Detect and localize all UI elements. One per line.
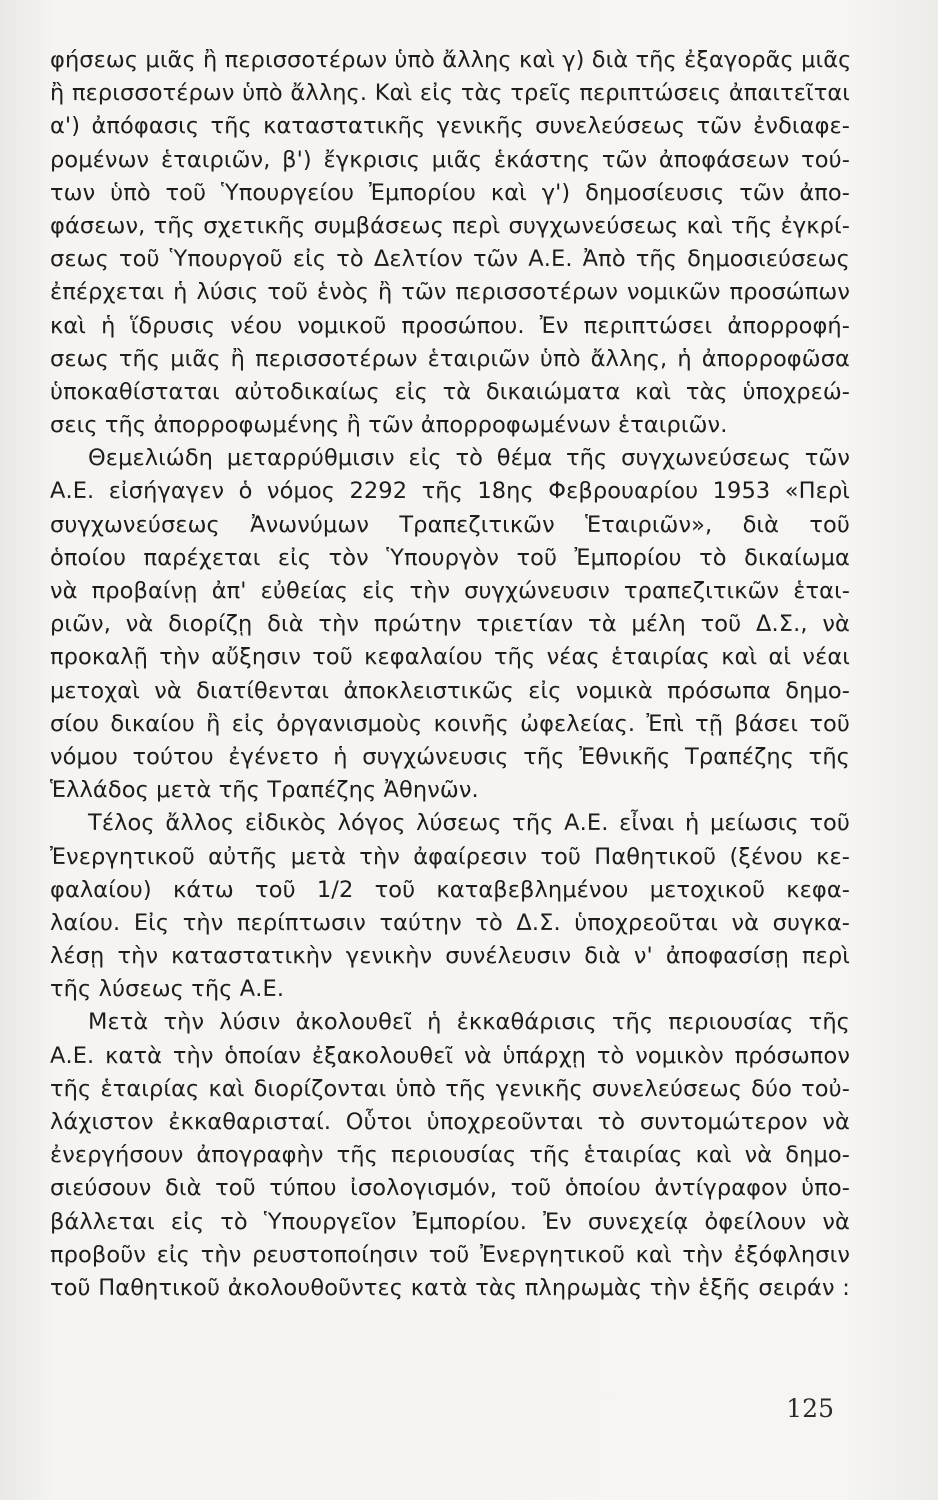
- text-line: ρομένων ἑταιριῶν, β') ἔγκρισις μιᾶς ἑκάστης τῶν ἀποφάσεων τού-: [50, 146, 850, 173]
- text-line: ἐνεργήσουν ἀπογραφὴν τῆς περιουσίας τῆς ἑταιρίας καὶ νὰ δημο-: [50, 1142, 850, 1169]
- text-line: βάλλεται εἰς τὸ Ὑπουργεῖον Ἐμπορίου. Ἐν συνεχείᾳ ὀφείλουν νὰ: [50, 1208, 850, 1235]
- text-line: ὑποκαθίσταται αὐτοδικαίως εἰς τὰ δικαιώματα καὶ τὰς ὑποχρεώ-: [50, 378, 850, 405]
- text-line: Μετὰ τὴν λύσιν ἀκολουθεῖ ἡ ἐκκαθάρισις τῆς περιουσίας τῆς: [88, 1009, 850, 1036]
- text-line: σεως τοῦ Ὑπουργοῦ εἰς τὸ Δελτίον τῶν Α.Ε. Ἀπὸ τῆς δημοσιεύσεως: [50, 246, 850, 273]
- text-line: ἢ περισσοτέρων ὑπὸ ἄλλης. Καὶ εἰς τὰς τρεῖς περιπτώσεις ἀπαιτεῖται: [50, 80, 850, 107]
- text-line: Α.Ε. κατὰ τὴν ὁποίαν ἐξακολουθεῖ νὰ ὑπάρχῃ τὸ νομικὸν πρόσωπον: [50, 1042, 850, 1069]
- text-line: φήσεως μιᾶς ἢ περισσοτέρων ὑπὸ ἄλλης καὶ γ) διὰ τῆς ἐξαγορᾶς μιᾶς: [50, 47, 852, 73]
- text-line: τῆς λύσεως τῆς Α.Ε.: [50, 976, 285, 1003]
- text-line: Ἐνεργητικοῦ αὐτῆς μετὰ τὴν ἀφαίρεσιν τοῦ Παθητικοῦ (ξένου κε-: [50, 843, 850, 870]
- text-line: σίου δικαίου ἢ εἰς ὀργανισμοὺς κοινῆς ὠφελείας. Ἐπὶ τῇ βάσει τοῦ: [50, 710, 850, 737]
- page-number: 125: [786, 1394, 834, 1423]
- text-line: συγχωνεύσεως Ἀνωνύμων Τραπεζιτικῶν Ἑταιριῶν», διὰ τοῦ: [50, 511, 850, 538]
- text-line: ριῶν, νὰ διορίζῃ διὰ τὴν πρώτην τριετίαν τὰ μέλη τοῦ Δ.Σ., νὰ: [50, 611, 850, 638]
- text-line: Α.Ε. εἰσήγαγεν ὁ νόμος 2292 τῆς 18ης Φεβρουαρίου 1953 «Περὶ: [50, 478, 850, 505]
- text-line: ἐπέρχεται ἡ λύσις τοῦ ἑνὸς ἢ τῶν περισσοτέρων νομικῶν προσώπων: [50, 279, 850, 306]
- text-line: ὁποίου παρέχεται εἰς τὸν Ὑπουργὸν τοῦ Ἐμπορίου τὸ δικαίωμα: [50, 544, 850, 571]
- text-line: λαίου. Εἰς τὴν περίπτωσιν ταύτην τὸ Δ.Σ. ὑποχρεοῦται νὰ συγκα-: [50, 909, 850, 936]
- text-line: καὶ ἡ ἵδρυσις νέου νομικοῦ προσώπου. Ἐν περιπτώσει ἀπορροφή-: [50, 312, 850, 339]
- text-line: τῆς ἑταιρίας καὶ διορίζονται ὑπὸ τῆς γενικῆς συνελεύσεως δύο τοὐ-: [50, 1075, 850, 1102]
- text-line: Τέλος ἄλλος εἰδικὸς λόγος λύσεως τῆς Α.Ε. εἶναι ἡ μείωσις τοῦ: [88, 810, 850, 837]
- text-line: σιεύσουν διὰ τοῦ τύπου ἰσολογισμόν, τοῦ ὁποίου ἀντίγραφον ὑπο-: [50, 1175, 850, 1202]
- text-line: λάχιστον ἐκκαθαρισταί. Οὗτοι ὑποχρεοῦνται τὸ συντομώτερον νὰ: [50, 1109, 850, 1135]
- text-line: α') ἀπόφασις τῆς καταστατικῆς γενικῆς συνελεύσεως τῶν ἐνδιαφε-: [50, 113, 850, 140]
- text-line: Ἑλλάδος μετὰ τῆς Τραπέζης Ἀθηνῶν.: [50, 777, 479, 804]
- text-line: μετοχαὶ νὰ διατίθενται ἀποκλειστικῶς εἰς νομικὰ πρόσωπα δημο-: [50, 677, 850, 704]
- text-line: λέσῃ τὴν καταστατικὴν γενικὴν συνέλευσιν διὰ ν' ἀποφασίσῃ περὶ: [50, 943, 850, 970]
- text-line: προκαλῇ τὴν αὔξησιν τοῦ κεφαλαίου τῆς νέας ἑταιρίας καὶ αἱ νέαι: [50, 644, 850, 671]
- text-line: φαλαίου) κάτω τοῦ 1/2 τοῦ καταβεβλημένου μετοχικοῦ κεφα-: [50, 876, 850, 903]
- text-line: φάσεων, τῆς σχετικῆς συμβάσεως περὶ συγχωνεύσεως καὶ τῆς ἐγκρί-: [50, 212, 850, 239]
- text-line: νὰ προβαίνῃ ἀπ' εὐθείας εἰς τὴν συγχώνευσιν τραπεζιτικῶν ἑται-: [50, 578, 850, 604]
- text-line: προβοῦν εἰς τὴν ρευστοποίησιν τοῦ Ἐνεργητικοῦ καὶ τὴν ἐξόφλησιν: [50, 1241, 850, 1268]
- body-text: [50, 44, 850, 1305]
- text-line: νόμου τούτου ἐγένετο ἡ συγχώνευσις τῆς Ἐθνικῆς Τραπέζης τῆς: [50, 743, 850, 770]
- text-line: σεως τῆς μιᾶς ἢ περισσοτέρων ἑταιριῶν ὑπὸ ἄλλης, ἡ ἀπορροφῶσα: [50, 345, 850, 372]
- text-line: σεις τῆς ἀπορροφωμένης ἢ τῶν ἀπορροφωμένων ἑταιριῶν.: [50, 412, 728, 439]
- text-line: τοῦ Παθητικοῦ ἀκολουθοῦντες κατὰ τὰς πληρωμὰς τὴν ἑξῆς σειράν :: [50, 1274, 850, 1301]
- text-line: των ὑπὸ τοῦ Ὑπουργείου Ἐμπορίου καὶ γ') δημοσίευσις τῶν ἀπο-: [50, 179, 850, 206]
- text-line: Θεμελιώδη μεταρρύθμισιν εἰς τὸ θέμα τῆς συγχωνεύσεως τῶν: [88, 445, 850, 472]
